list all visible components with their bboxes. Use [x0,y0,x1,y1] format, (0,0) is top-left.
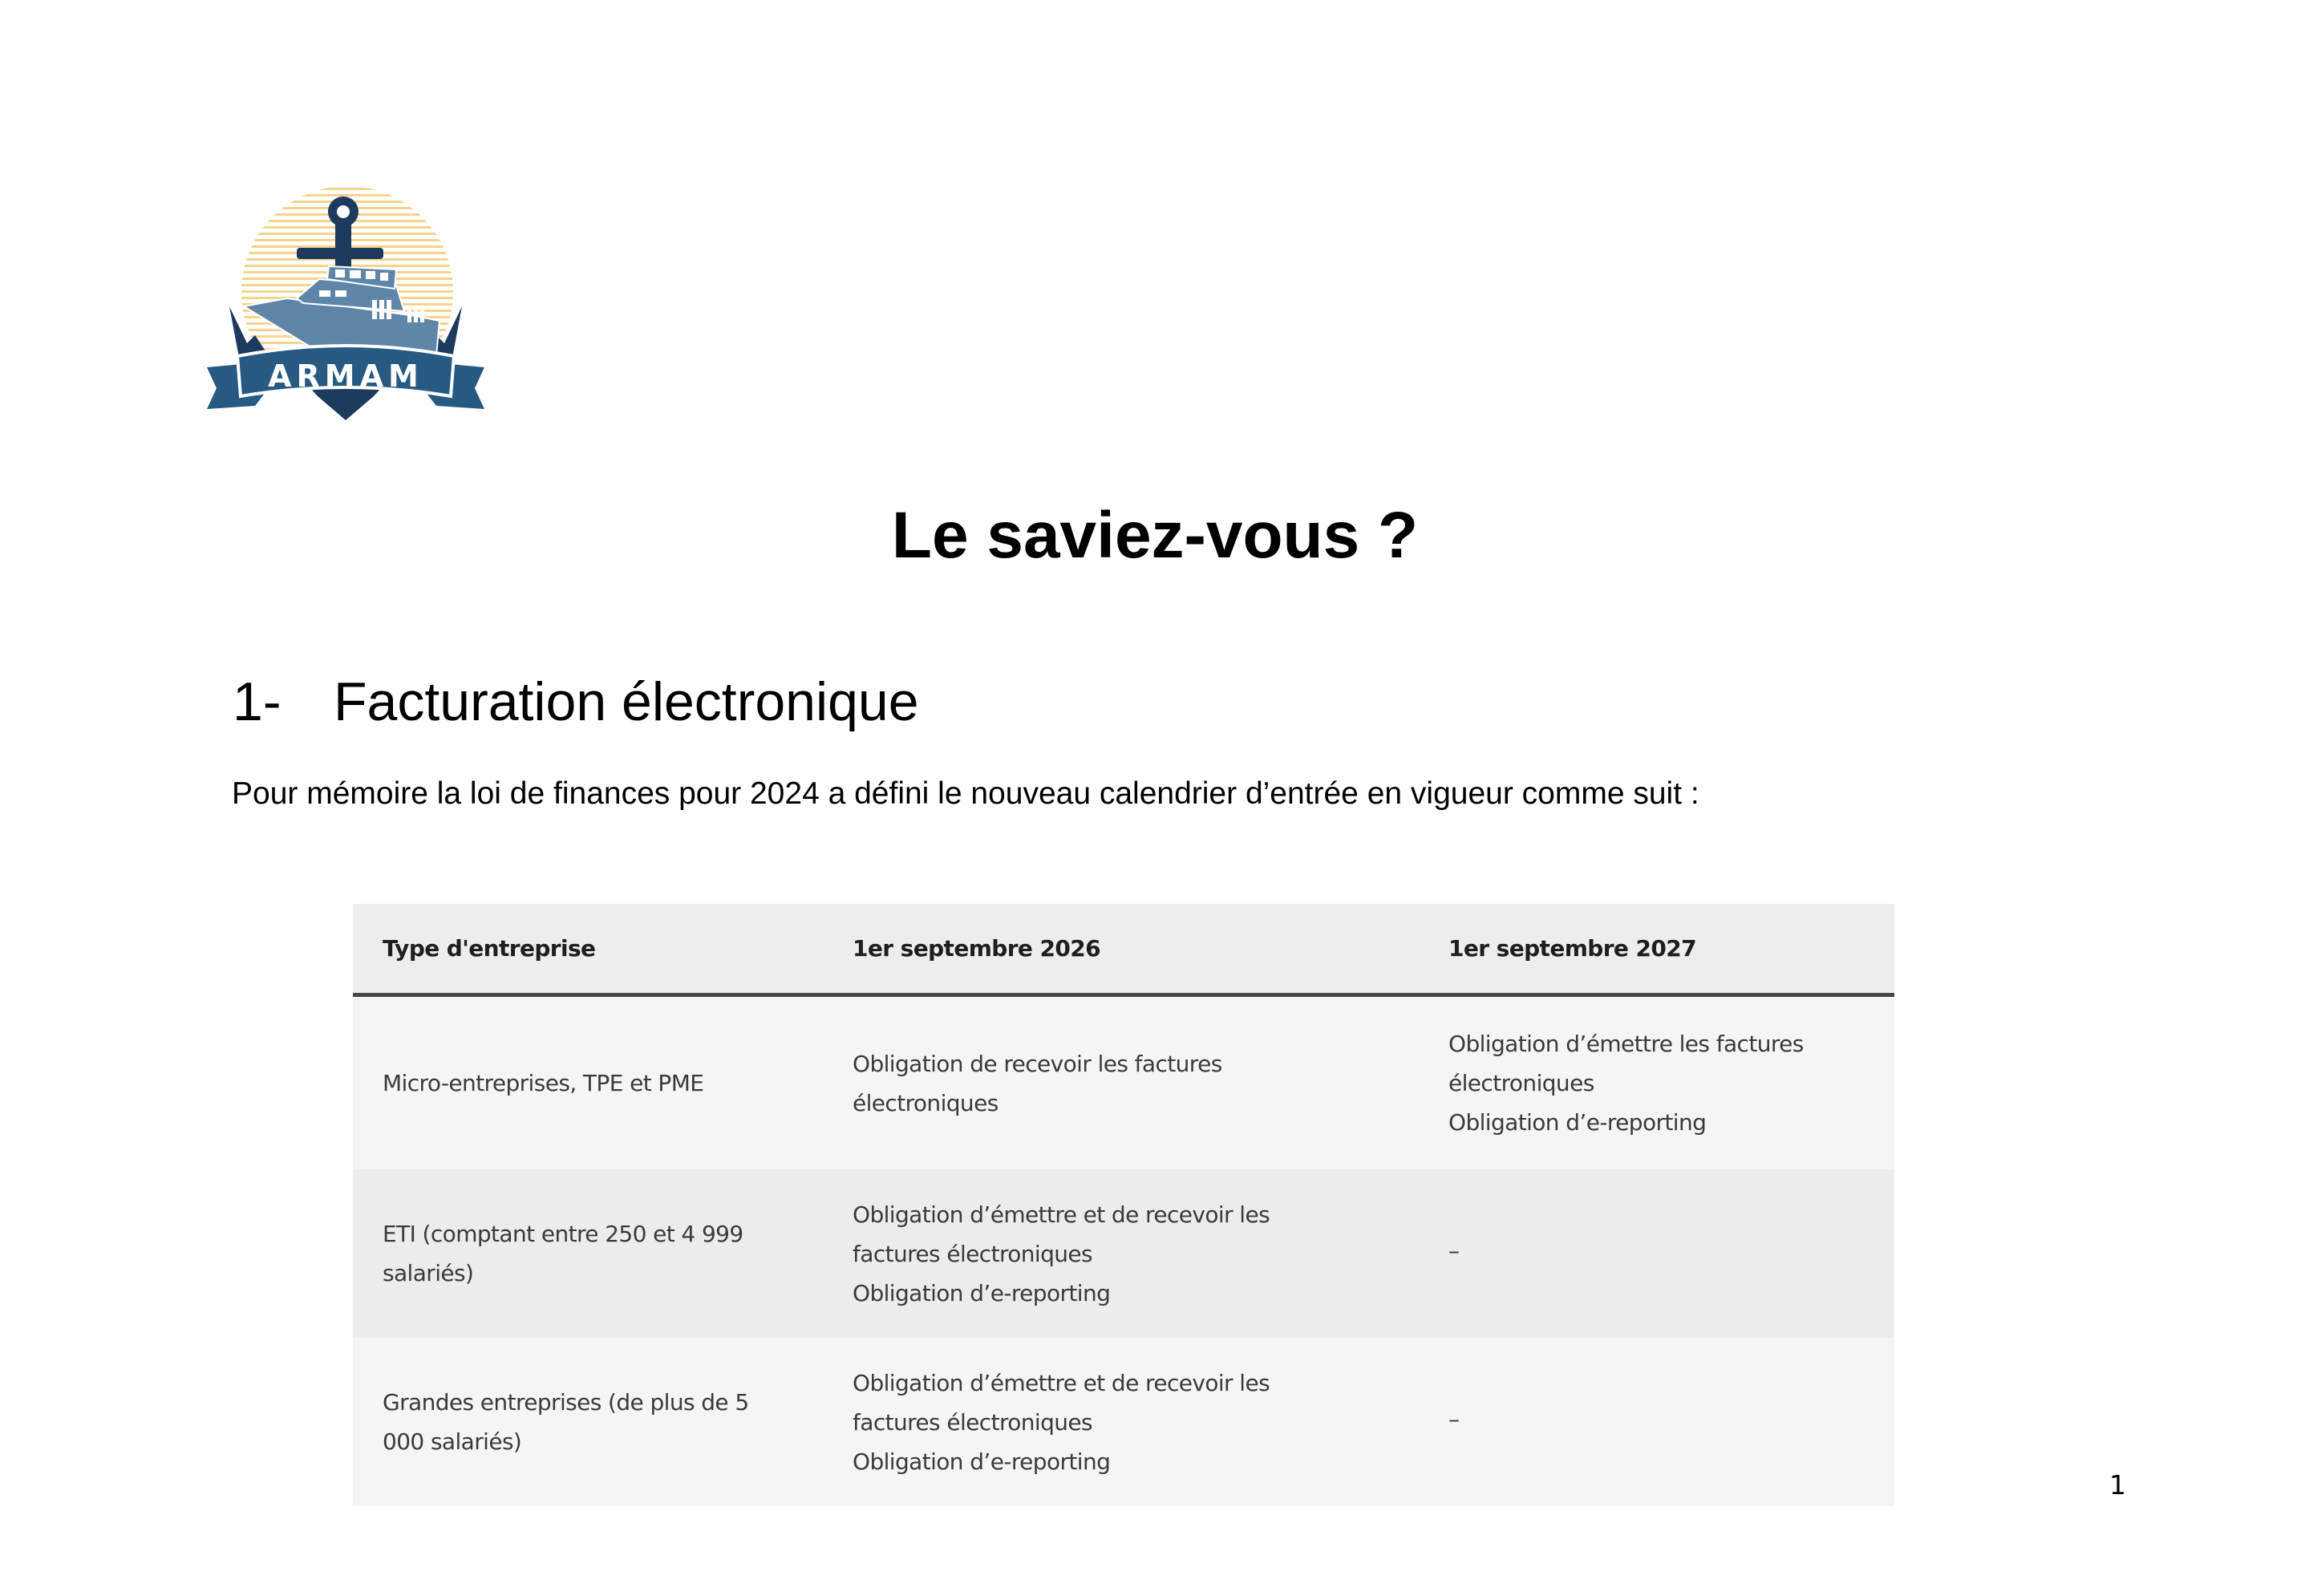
cell-sep-2027: Obligation d’émettre les factures électroniques Obligation d’e-reporting [1419,995,1894,1170]
page-title: Le saviez-vous ? [891,499,1419,572]
intro-paragraph: Pour mémoire la loi de finances pour 2024 a défini le nouveau calendrier d’entrée en vigueur comme suit : [232,776,1699,811]
e-invoicing-calendar-table [353,904,1894,1506]
table-row [353,1169,1894,1338]
cell-sep-2026: Obligation d’émettre et de recevoir les factures électroniques Obligation d’e-reporting [823,1169,1419,1338]
section-heading [233,666,919,738]
page-number: 1 [2109,1469,2126,1501]
cell-company-type: Grandes entreprises (de plus de 5 000 salariés) [353,1338,823,1506]
header-company-type: Type d'entreprise [353,904,823,995]
table-header-row [353,904,1894,995]
cell-sep-2026: Obligation de recevoir les factures électroniques [823,995,1419,1170]
empty-dash: – [1448,1405,1460,1432]
header-sep-2027: 1er septembre 2027 [1419,904,1894,995]
cell-sep-2027 [1419,1338,1894,1506]
section-heading-text: Facturation électronique [334,671,919,732]
cell-sep-2026: Obligation d’émettre et de recevoir les factures électroniques Obligation d’e-reporting [823,1338,1419,1506]
logo-text: ARMAM [268,358,423,394]
header-sep-2026: 1er septembre 2026 [823,904,1419,995]
anchor-boat-icon [207,186,484,431]
section-number: 1- [233,671,282,732]
table-row [353,995,1894,1170]
armam-logo [207,186,484,431]
table-row [353,1338,1894,1506]
empty-dash: – [1448,1237,1460,1264]
cell-company-type: Micro-entreprises, TPE et PME [353,995,823,1170]
cell-sep-2027 [1419,1169,1894,1338]
cell-company-type: ETI (comptant entre 250 et 4 999 salariés) [353,1169,823,1338]
